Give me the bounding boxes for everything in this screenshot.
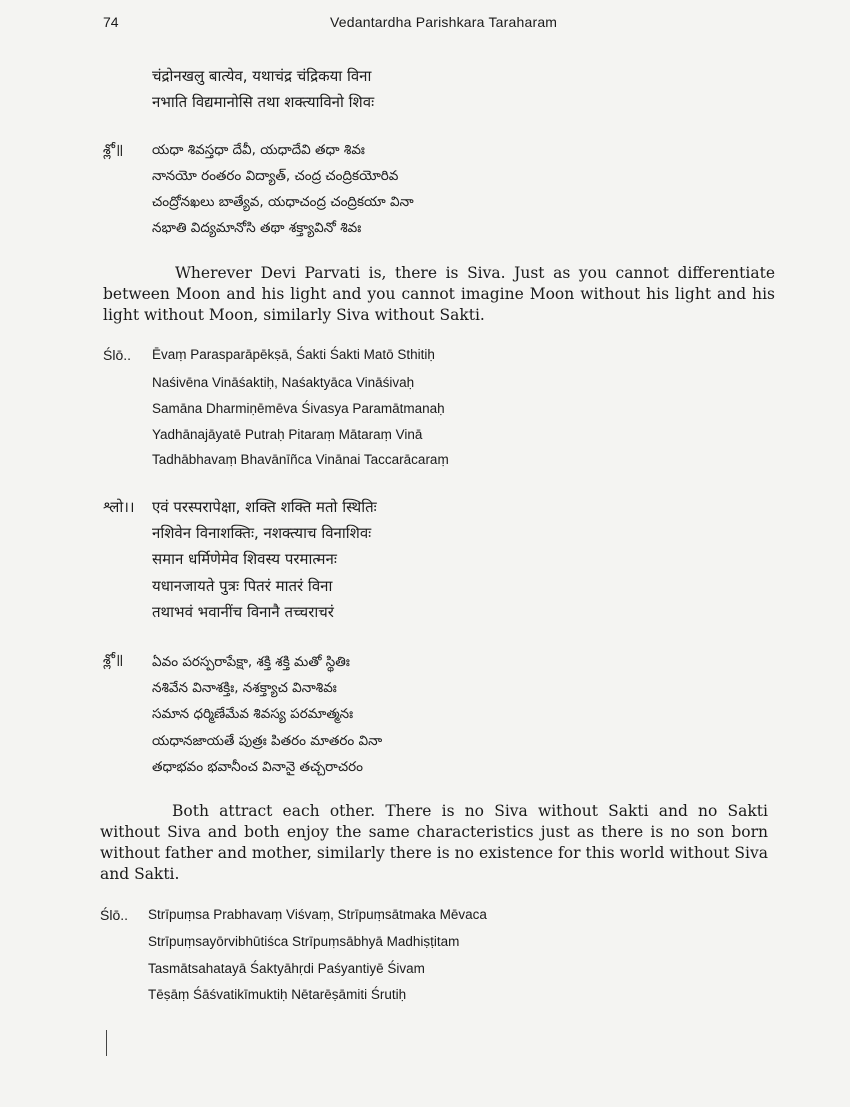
verse-label: Ślō.. xyxy=(100,907,129,923)
transliteration-line: Tadhābhavaṃ Bhavānīñca Vinānai Taccarācaraṃ xyxy=(152,452,449,467)
telugu-line: నానయో రంతరం విద్యాత్, చంద్ర చంద్రికయోరివ xyxy=(152,168,399,184)
sanskrit-line: समान धर्मिणेमेव शिवस्य परमात्मनः xyxy=(152,550,337,568)
sanskrit-line: नभाति विद्यमानोसि तथा शक्त्याविनो शिवः xyxy=(152,93,375,111)
translation-paragraph xyxy=(103,263,775,326)
verse-label: श्लो।। xyxy=(103,498,135,516)
sanskrit-line: तथाभवं भवानींच विनानै तच्चराचरं xyxy=(152,603,334,621)
transliteration-line: Tasmātsahatayā Śaktyāhṛdi Paśyantiyē Śivam xyxy=(148,961,425,976)
telugu-line: ఏవం పరస్పరాపేక్షా, శక్తి శక్తి మతో స్థితిః xyxy=(152,654,350,670)
telugu-line: యధానజాయతే పుత్రః పితరం మాతరం వినా xyxy=(152,733,383,749)
running-title: Vedantardha Parishkara Taraharam xyxy=(330,14,558,30)
transliteration-line: Ēvaṃ Parasparāpēkṣā, Śakti Śakti Matō Sthitiḥ xyxy=(152,347,435,362)
transliteration-line: Samāna Dharmiṇēmēva Śivasya Paramātmanaḥ xyxy=(152,401,445,416)
sanskrit-line: नशिवेन विनाशक्तिः, नशक्त्याच विनाशिवः xyxy=(152,524,372,542)
transliteration-line: Naśivēna Vināśaktiḥ, Naśaktyāca Vināśivaḥ xyxy=(152,375,415,390)
telugu-line: నశివేన వినాశక్తిః, నశక్త్యాచ వినాశివః xyxy=(152,680,337,696)
scan-mark xyxy=(106,1030,107,1056)
sanskrit-line: एवं परस्परापेक्षा, शक्ति शक्ति मतो स्थितिः xyxy=(152,498,377,516)
paragraph-text: Wherever Devi Parvati is, there is Siva. Just as you cannot differentiate between Moon and his light and you cannot imagine Moon without his light and his light without Moon, similarly Siva without Sakti. xyxy=(103,264,775,324)
page-number: 74 xyxy=(103,14,119,30)
paragraph-text: Both attract each other. There is no Siva without Sakti and no Sakti without Siva and both enjoy the same characteristics just as there is no son born without father and mother, similarly there is no existence for this world without Siva and Sakti. xyxy=(100,802,768,883)
translation-paragraph xyxy=(100,801,768,885)
verse-label: Ślō.. xyxy=(103,347,132,363)
verse-label: శ్లో॥ xyxy=(103,142,124,158)
page-header xyxy=(0,14,850,36)
transliteration-line: Strīpuṃsayōrvibhūtiśca Strīpuṃsābhyā Madhiṣṭitam xyxy=(148,934,460,949)
telugu-line: యధా శివస్తధా దేవీ, యధాదేవి తధా శివః xyxy=(152,142,365,158)
transliteration-line: Strīpuṃsa Prabhavaṃ Viśvaṃ, Strīpuṃsātmaka Mēvaca xyxy=(148,907,487,922)
sanskrit-line: चंद्रोनखलु बात्येव, यथाचंद्र चंद्रिकया विना xyxy=(152,67,372,85)
telugu-line: తధాభవం భవానీంచ వినానై తచ్చరాచరం xyxy=(152,759,363,775)
transliteration-line: Tēṣāṃ Śāśvatikīmuktiḥ Nētarēṣāmiti Śrutiḥ xyxy=(148,987,407,1002)
telugu-line: చంద్రోనఖలు బాత్యేవ, యధాచంద్ర చంద్రికయా వినా xyxy=(152,194,414,210)
transliteration-line: Yadhānajāyatē Putraḥ Pitaraṃ Mātaraṃ Vinā xyxy=(152,427,423,442)
sanskrit-line: यधानजायते पुत्रः पितरं मातरं विना xyxy=(152,577,333,595)
telugu-line: సమాన ధర్మిణేమేవ శివస్య పరమాత్మనః xyxy=(152,706,354,722)
telugu-line: నభాతి విద్యమానోసి తథా శక్త్యావినో శివః xyxy=(152,220,362,236)
verse-label: శ్లో॥ xyxy=(103,652,124,668)
